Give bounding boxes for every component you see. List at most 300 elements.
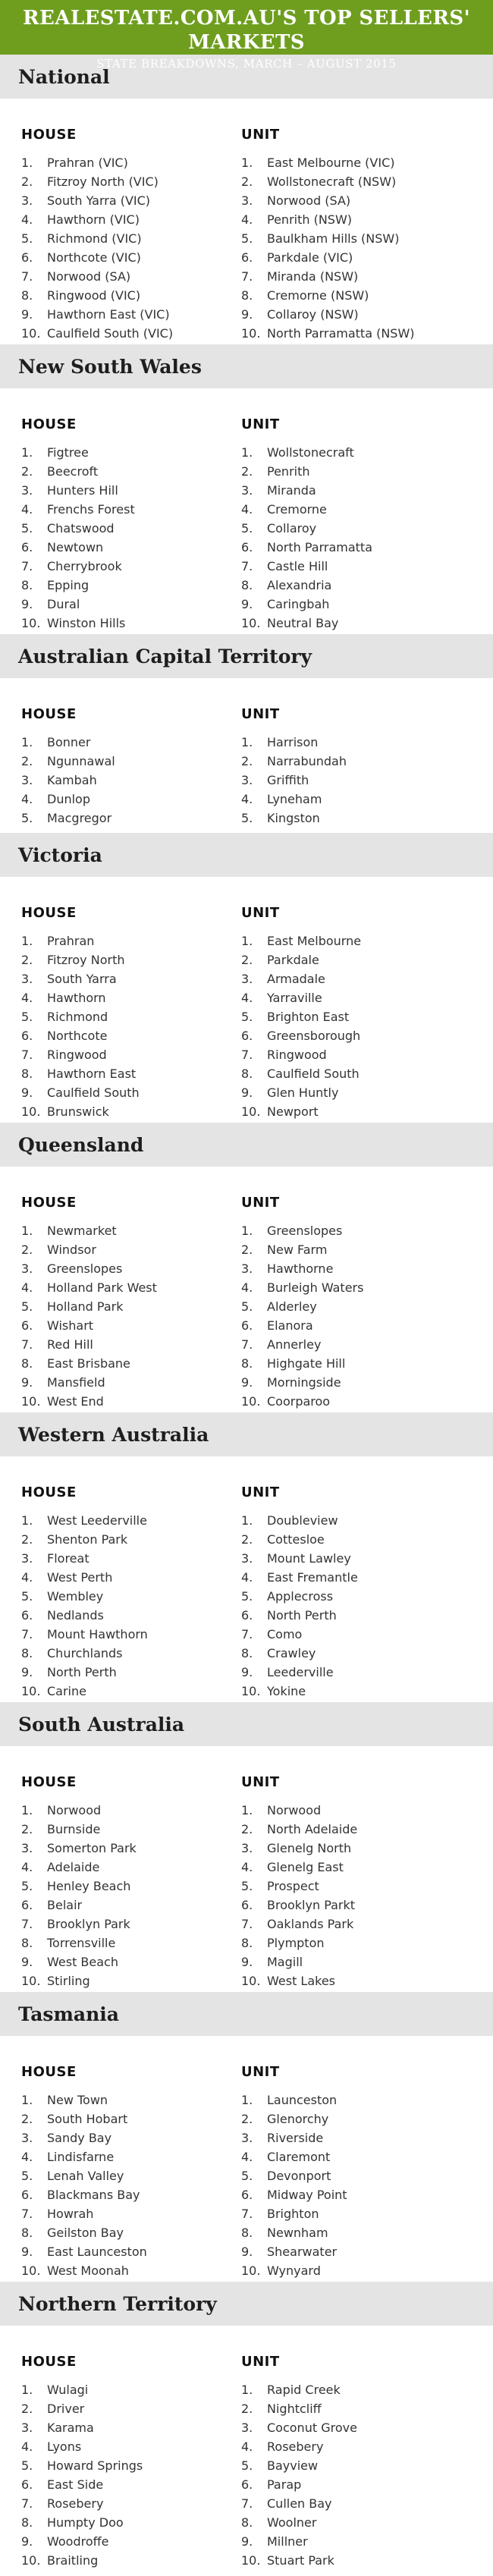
rank-number: 1. — [241, 2093, 253, 2107]
rank-number: 1. — [21, 1513, 33, 1528]
list-item — [21, 809, 241, 828]
rank-number: 6. — [241, 1608, 253, 1623]
list-item — [241, 988, 461, 1007]
suburb-name: East Side — [47, 2477, 104, 2492]
suburb-name: Red Hill — [47, 1337, 93, 1352]
rank-number: 7. — [21, 2207, 33, 2221]
rank-number: 3. — [241, 193, 253, 208]
suburb-name: Newtown — [47, 540, 104, 554]
suburb-name: Floreat — [47, 1551, 89, 1566]
rank-number: 1. — [21, 1224, 33, 1238]
unit-list — [241, 2091, 461, 2280]
list-item — [241, 1083, 461, 1102]
suburb-name: Lindisfarne — [47, 2150, 115, 2164]
suburb-name: Greensborough — [267, 1029, 361, 1043]
suburb-name: Glenelg North — [267, 1841, 352, 1855]
list-item — [21, 248, 241, 267]
suburb-name: Norwood — [47, 1803, 102, 1817]
suburb-name: Churchlands — [47, 1646, 123, 1660]
rank-number: 10. — [21, 1684, 41, 1698]
list-item — [241, 2204, 461, 2223]
house-list — [21, 1511, 241, 1701]
list-item — [21, 576, 241, 595]
suburb-name: Greenslopes — [47, 1261, 123, 1276]
suburb-name: Riverside — [267, 2131, 324, 2145]
suburb-name: Midway Point — [267, 2188, 347, 2202]
suburb-name: Northcote (VIC) — [47, 250, 141, 265]
list-item — [241, 733, 461, 752]
list-item — [241, 229, 461, 248]
list-item — [241, 500, 461, 519]
suburb-name: Lyons — [47, 2439, 82, 2454]
rankings — [0, 1167, 493, 1411]
rank-number: 10. — [21, 1394, 41, 1409]
section-title: Australian Capital Territory — [18, 645, 312, 668]
suburb-name: Hawthorne — [267, 1261, 334, 1276]
rank-number: 5. — [21, 1299, 33, 1314]
rank-number: 7. — [21, 1627, 33, 1641]
suburb-name: Torrensville — [47, 1936, 116, 1950]
rank-number: 8. — [21, 1067, 33, 1081]
section-header — [0, 634, 493, 678]
list-item — [241, 771, 461, 790]
rank-number: 4. — [241, 212, 253, 227]
rank-number: 8. — [21, 288, 33, 303]
rank-number: 6. — [241, 540, 253, 554]
suburb-name: Applecross — [267, 1589, 334, 1604]
suburb-name: East Melbourne (VIC) — [267, 156, 395, 170]
suburb-name: Ringwood (VIC) — [47, 288, 141, 303]
rank-number: 10. — [241, 326, 261, 341]
list-item — [241, 267, 461, 286]
suburb-name: Ngunnawal — [47, 754, 115, 768]
suburb-name: Annerley — [267, 1337, 322, 1352]
suburb-name: Sandy Bay — [47, 2131, 112, 2145]
rank-number: 8. — [241, 2226, 253, 2240]
list-item — [241, 153, 461, 172]
suburb-name: Holland Park West — [47, 1280, 157, 1295]
list-item — [21, 1820, 241, 1839]
suburb-name: Newnham — [267, 2226, 328, 2240]
rank-number: 3. — [241, 972, 253, 986]
suburb-name: Miranda (NSW) — [267, 269, 359, 284]
rank-number: 3. — [241, 1551, 253, 1566]
rank-number: 4. — [21, 1280, 33, 1295]
rank-number: 2. — [241, 2402, 253, 2416]
list-item — [21, 462, 241, 481]
list-item — [241, 1682, 461, 1701]
section-title: South Australia — [18, 1713, 185, 1736]
suburb-name: Oaklands Park — [267, 1917, 354, 1931]
list-item — [241, 1240, 461, 1259]
rank-number: 3. — [21, 2131, 33, 2145]
rank-number: 10. — [21, 2263, 41, 2278]
unit-list — [241, 1511, 461, 1701]
section-national — [0, 55, 493, 344]
list-item — [21, 1392, 241, 1411]
unit-column — [241, 1773, 461, 1990]
suburb-name: Richmond — [47, 1010, 108, 1024]
list-item — [241, 931, 461, 950]
rank-number: 5. — [241, 2169, 253, 2183]
list-item — [21, 2399, 241, 2418]
suburb-name: Launceston — [267, 2093, 338, 2107]
list-item — [241, 2242, 461, 2261]
suburb-name: Penrith (NSW) — [267, 212, 353, 227]
suburb-name: Wishart — [47, 1318, 94, 1333]
suburb-name: Brooklyn Park — [47, 1917, 130, 1931]
suburb-name: Nightcliff — [267, 2402, 322, 2416]
rank-number: 8. — [241, 578, 253, 592]
list-item — [241, 2147, 461, 2166]
suburb-name: Rosebery — [267, 2439, 324, 2454]
rank-number: 2. — [21, 2402, 33, 2416]
suburb-name: Henley Beach — [47, 1879, 131, 1893]
suburb-name: Norwood (SA) — [47, 269, 131, 284]
list-item — [241, 1820, 461, 1839]
rank-number: 5. — [241, 811, 253, 825]
rank-number: 5. — [21, 2458, 33, 2473]
suburb-name: Geilston Bay — [47, 2226, 124, 2240]
list-item — [21, 153, 241, 172]
rank-number: 4. — [241, 1860, 253, 1874]
rank-number: 2. — [21, 754, 33, 768]
list-item — [241, 576, 461, 595]
list-item — [241, 2185, 461, 2204]
list-item — [241, 2261, 461, 2280]
unit-column — [241, 1194, 461, 1411]
list-item — [21, 969, 241, 988]
section-australian-capital-territory — [0, 634, 493, 833]
list-item — [241, 1952, 461, 1971]
suburb-name: Frenchs Forest — [47, 502, 135, 517]
section-header — [0, 2282, 493, 2326]
rank-number: 7. — [241, 1048, 253, 1062]
list-item — [21, 210, 241, 229]
house-list — [21, 1801, 241, 1990]
suburb-name: Ringwood — [267, 1048, 327, 1062]
rank-number: 5. — [21, 1589, 33, 1604]
suburb-name: Belair — [47, 1898, 83, 1912]
unit-heading: UNIT — [241, 905, 280, 921]
list-item — [21, 1952, 241, 1971]
rank-number: 6. — [21, 1608, 33, 1623]
suburb-name: Coorparoo — [267, 1394, 331, 1409]
unit-column — [241, 904, 461, 1121]
list-item — [21, 1587, 241, 1606]
unit-list — [241, 1221, 461, 1411]
rankings — [0, 2036, 493, 2280]
house-column — [21, 2353, 241, 2570]
suburb-name: Figtree — [47, 445, 89, 460]
list-item — [241, 1839, 461, 1858]
suburb-name: Alexandria — [267, 578, 332, 592]
list-item — [241, 2475, 461, 2494]
rank-number: 5. — [241, 1010, 253, 1024]
suburb-name: Armadale — [267, 972, 325, 986]
section-northern-territory — [0, 2282, 493, 2571]
list-item — [241, 1026, 461, 1045]
suburb-name: Plympton — [267, 1936, 325, 1950]
list-item — [21, 2185, 241, 2204]
suburb-name: South Yarra (VIC) — [47, 193, 151, 208]
list-item — [21, 2513, 241, 2532]
suburb-name: Hawthorn East — [47, 1067, 137, 1081]
list-item — [21, 1971, 241, 1990]
list-item — [21, 2261, 241, 2280]
rank-number: 2. — [21, 1532, 33, 1547]
section-title: Northern Territory — [18, 2292, 217, 2315]
suburb-name: Northcote — [47, 1029, 108, 1043]
rank-number: 2. — [21, 1822, 33, 1836]
list-item — [21, 538, 241, 557]
suburb-name: Rapid Creek — [267, 2383, 341, 2397]
list-item — [21, 1663, 241, 1682]
list-item — [21, 988, 241, 1007]
rankings — [0, 388, 493, 633]
list-item — [241, 969, 461, 988]
list-item — [21, 1511, 241, 1530]
suburb-name: Brunswick — [47, 1104, 109, 1119]
list-item — [241, 2091, 461, 2109]
list-item — [21, 950, 241, 969]
unit-heading: UNIT — [241, 416, 280, 432]
rank-number: 8. — [241, 1936, 253, 1950]
suburb-name: North Parramatta — [267, 540, 372, 554]
list-item — [241, 1625, 461, 1644]
list-item — [241, 1373, 461, 1392]
rank-number: 1. — [241, 1803, 253, 1817]
suburb-name: North Adelaide — [267, 1822, 358, 1836]
rank-number: 5. — [21, 1879, 33, 1893]
rank-number: 8. — [241, 1646, 253, 1660]
section-title: Victoria — [18, 843, 102, 866]
rank-number: 4. — [241, 2439, 253, 2454]
rank-number: 9. — [21, 1955, 33, 1969]
list-item — [241, 462, 461, 481]
suburb-name: Crawley — [267, 1646, 316, 1660]
suburb-name: Carine — [47, 1684, 86, 1698]
suburb-name: Parkdale — [267, 953, 319, 967]
unit-heading: UNIT — [241, 1195, 280, 1211]
rank-number: 2. — [21, 953, 33, 967]
rank-number: 7. — [241, 559, 253, 573]
suburb-name: Bonner — [47, 735, 91, 749]
rank-number: 5. — [241, 1589, 253, 1604]
rank-number: 3. — [21, 1551, 33, 1566]
list-item — [21, 2532, 241, 2551]
rank-number: 9. — [241, 1665, 253, 1679]
suburb-name: Brooklyn Parkt — [267, 1898, 356, 1912]
rank-number: 3. — [21, 773, 33, 787]
list-item — [241, 2109, 461, 2128]
house-heading: HOUSE — [21, 1484, 77, 1500]
list-item — [21, 305, 241, 324]
suburb-name: Hunters Hill — [47, 483, 118, 498]
rankings — [0, 877, 493, 1121]
section-title: New South Wales — [18, 355, 202, 378]
list-item — [241, 557, 461, 576]
suburb-name: Penrith — [267, 464, 310, 479]
list-item — [241, 2532, 461, 2551]
rank-number: 1. — [21, 934, 33, 948]
house-heading: HOUSE — [21, 1195, 77, 1211]
house-heading: HOUSE — [21, 2064, 77, 2080]
suburb-name: Cullen Bay — [267, 2496, 332, 2511]
unit-column — [241, 1484, 461, 1701]
suburb-name: Braitling — [47, 2553, 99, 2568]
suburb-name: Narrabundah — [267, 754, 347, 768]
section-header — [0, 1702, 493, 1746]
list-item — [21, 1240, 241, 1259]
suburb-name: Highgate Hill — [267, 1356, 346, 1371]
list-item — [21, 1083, 241, 1102]
list-item — [21, 2109, 241, 2128]
list-item — [241, 1064, 461, 1083]
list-item — [21, 2128, 241, 2147]
rank-number: 7. — [21, 559, 33, 573]
list-item — [241, 2223, 461, 2242]
list-item — [21, 2242, 241, 2261]
list-item — [241, 1877, 461, 1896]
rank-number: 4. — [241, 1570, 253, 1585]
rank-number: 7. — [241, 269, 253, 284]
rank-number: 6. — [241, 2477, 253, 2492]
suburb-name: Burnside — [47, 1822, 101, 1836]
rank-number: 8. — [21, 578, 33, 592]
rank-number: 6. — [21, 1318, 33, 1333]
list-item — [21, 2418, 241, 2437]
rank-number: 7. — [21, 1917, 33, 1931]
list-item — [241, 324, 461, 343]
list-item — [21, 1221, 241, 1240]
unit-column — [241, 2353, 461, 2570]
suburb-name: Stirling — [47, 1974, 90, 1988]
list-item — [21, 443, 241, 462]
suburb-name: Dunlop — [47, 792, 90, 806]
rank-number: 6. — [241, 1029, 253, 1043]
page-subtitle: STATE BREAKDOWNS, MARCH – AUGUST 2015 — [96, 57, 397, 71]
rank-number: 10. — [241, 616, 261, 630]
suburb-name: Norwood — [267, 1803, 322, 1817]
list-item — [241, 1007, 461, 1026]
suburb-name: Griffith — [267, 773, 309, 787]
suburb-name: Lenah Valley — [47, 2169, 124, 2183]
rank-number: 10. — [241, 2263, 261, 2278]
suburb-name: East Brisbane — [47, 1356, 130, 1371]
list-item — [21, 1007, 241, 1026]
list-item — [241, 2456, 461, 2475]
rank-number: 2. — [241, 2112, 253, 2126]
rank-number: 1. — [21, 2093, 33, 2107]
rank-number: 8. — [241, 288, 253, 303]
rank-number: 3. — [21, 483, 33, 498]
rank-number: 1. — [21, 445, 33, 460]
house-list — [21, 1221, 241, 1411]
list-item — [241, 595, 461, 614]
rank-number: 4. — [21, 792, 33, 806]
rank-number: 9. — [241, 1375, 253, 1390]
rank-number: 1. — [241, 1224, 253, 1238]
list-item — [21, 1259, 241, 1278]
suburb-name: Devonport — [267, 2169, 331, 2183]
suburb-name: Mansfield — [47, 1375, 105, 1390]
suburb-name: Fitzroy North — [47, 953, 125, 967]
rank-number: 9. — [21, 1085, 33, 1100]
suburb-name: Mount Lawley — [267, 1551, 351, 1566]
rank-number: 10. — [21, 616, 41, 630]
rank-number: 4. — [21, 1570, 33, 1585]
rank-number: 7. — [241, 1917, 253, 1931]
list-item — [241, 286, 461, 305]
list-item — [241, 191, 461, 210]
list-item — [21, 2551, 241, 2570]
suburb-name: Howrah — [47, 2207, 94, 2221]
suburb-name: Prahran — [47, 934, 95, 948]
suburb-name: Yokine — [267, 1684, 306, 1698]
list-item — [21, 1625, 241, 1644]
list-item — [241, 790, 461, 809]
list-item — [21, 1064, 241, 1083]
unit-list — [241, 2380, 461, 2570]
rank-number: 6. — [241, 2188, 253, 2202]
house-column — [21, 904, 241, 1121]
rank-number: 3. — [241, 483, 253, 498]
rank-number: 10. — [241, 1104, 261, 1119]
suburb-name: Brighton — [267, 2207, 319, 2221]
rank-number: 6. — [241, 250, 253, 265]
rank-number: 7. — [21, 1337, 33, 1352]
list-item — [241, 1221, 461, 1240]
rank-number: 5. — [241, 1879, 253, 1893]
list-item — [21, 1102, 241, 1121]
rank-number: 9. — [241, 1085, 253, 1100]
rank-number: 7. — [241, 2496, 253, 2511]
section-header — [0, 1123, 493, 1167]
list-item — [21, 172, 241, 191]
suburb-name: East Melbourne — [267, 934, 362, 948]
suburb-name: Glenelg East — [267, 1860, 344, 1874]
rank-number: 4. — [21, 2439, 33, 2454]
rank-number: 5. — [21, 811, 33, 825]
suburb-name: Neutral Bay — [267, 616, 339, 630]
list-item — [21, 500, 241, 519]
unit-heading: UNIT — [241, 1484, 280, 1500]
suburb-name: Howard Springs — [47, 2458, 143, 2473]
rank-number: 1. — [21, 156, 33, 170]
rank-number: 1. — [21, 735, 33, 749]
suburb-name: Winston Hills — [47, 616, 126, 630]
list-item — [21, 267, 241, 286]
suburb-name: North Parramatta (NSW) — [267, 326, 415, 341]
rank-number: 2. — [21, 1242, 33, 1257]
house-list — [21, 2380, 241, 2570]
list-item — [21, 324, 241, 343]
rank-number: 2. — [21, 2112, 33, 2126]
rank-number: 10. — [21, 2553, 41, 2568]
suburb-name: South Yarra — [47, 972, 117, 986]
rank-number: 2. — [241, 1242, 253, 1257]
list-item — [241, 1971, 461, 1990]
unit-list — [241, 1801, 461, 1990]
list-item — [241, 1259, 461, 1278]
rank-number: 1. — [241, 445, 253, 460]
list-item — [241, 752, 461, 771]
suburb-name: East Launceston — [47, 2245, 147, 2259]
list-item — [241, 2513, 461, 2532]
rank-number: 5. — [21, 2169, 33, 2183]
suburb-name: South Hobart — [47, 2112, 128, 2126]
